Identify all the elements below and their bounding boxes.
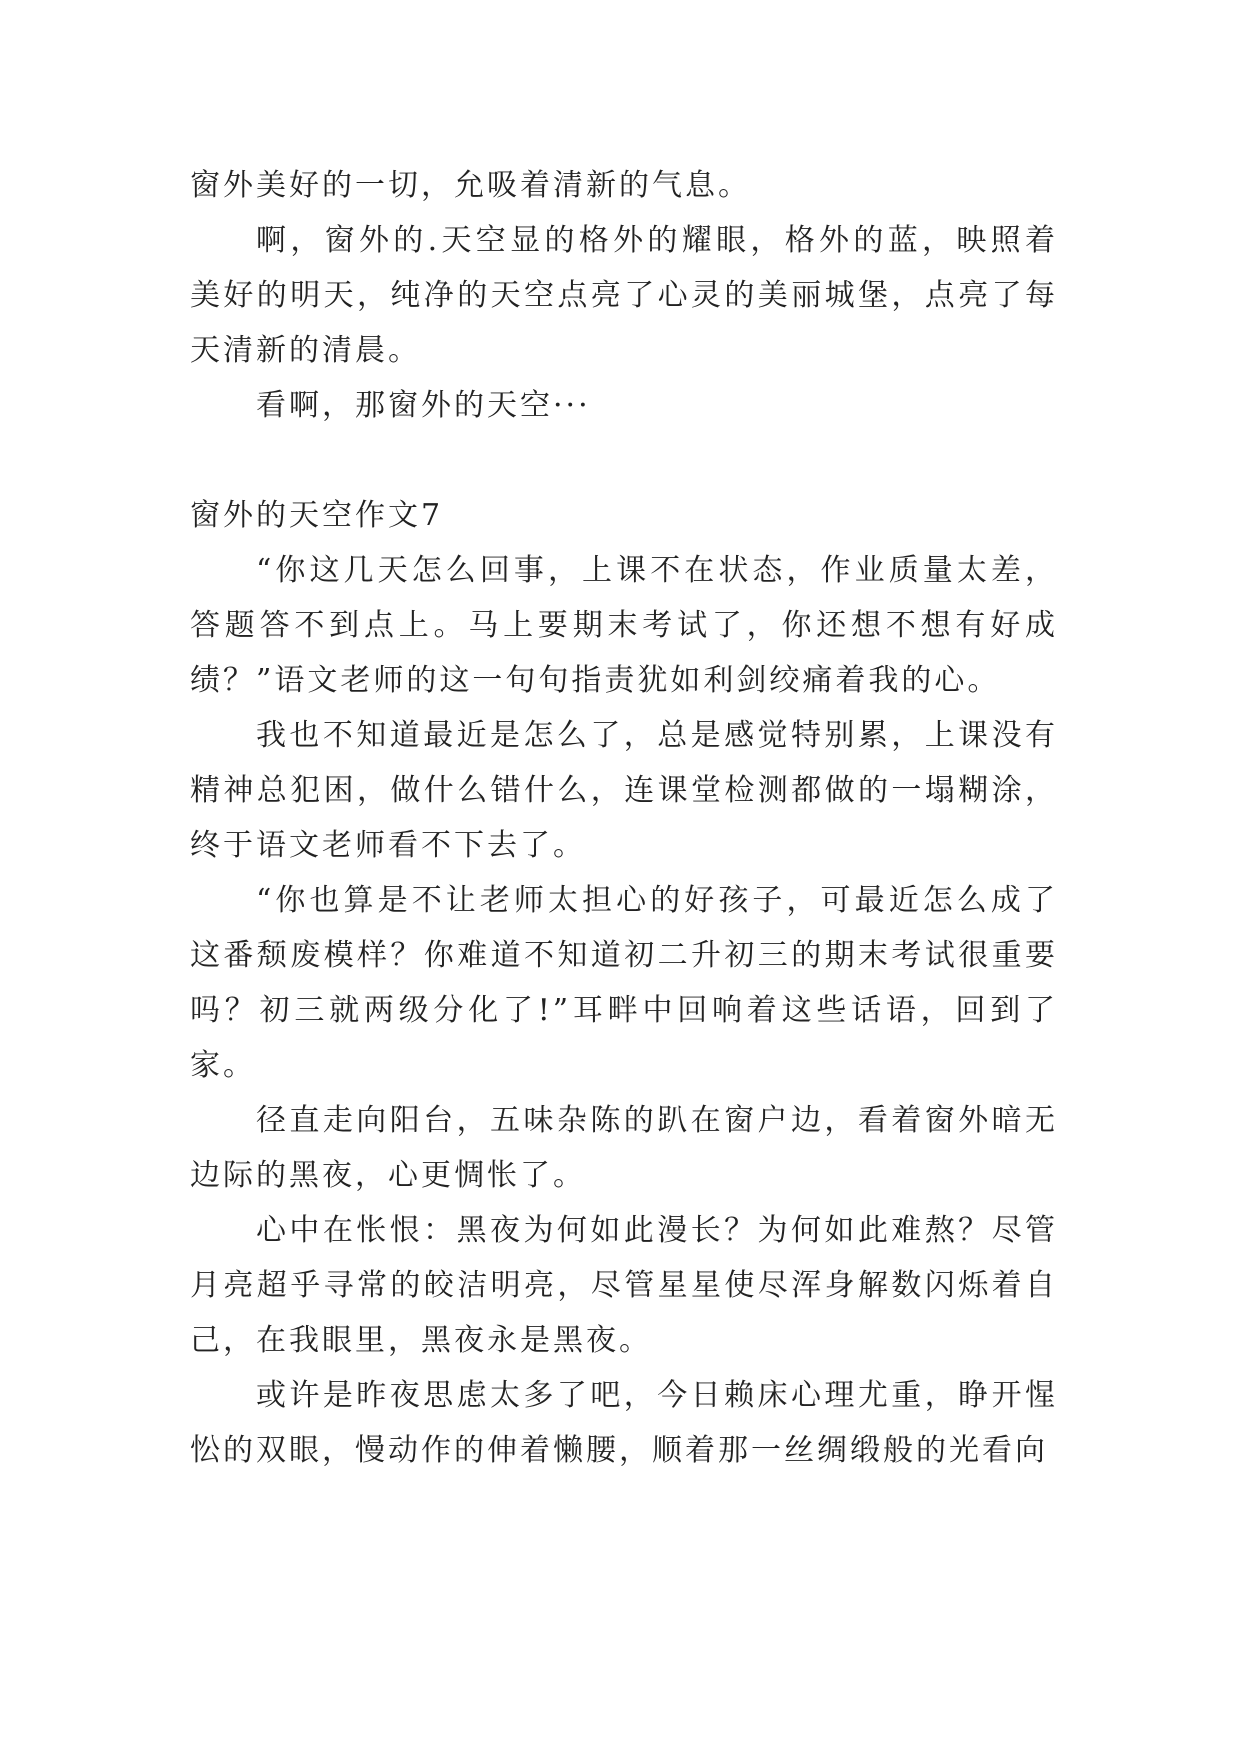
paragraph: 我也不知道最近是怎么了，总是感觉特别累，上课没有精神总犯困，做什么错什么，连课堂检测都做的一塌糊涂，终于语文老师看不下去了。 <box>190 718 1058 863</box>
paragraph: “你也算是不让老师太担心的好孩子，可最近怎么成了这番颓废模样？你难道不知道初二升初三的期末考试很重要吗？初三就两级分化了!”耳畔中回响着这些话语，回到了家。 <box>190 883 1058 1083</box>
section-gap <box>190 433 1058 488</box>
paragraph: 径直走向阳台，五味杂陈的趴在窗户边，看着窗外暗无边际的黑夜，心更惆怅了。 <box>190 1103 1058 1193</box>
paragraph: 看啊，那窗外的天空··· <box>256 388 591 423</box>
paragraph: 啊，窗外的.天空显的格外的耀眼，格外的蓝，映照着美好的明天，纯净的天空点亮了心灵的美丽城堡，点亮了每天清新的清晨。 <box>190 223 1058 368</box>
paragraph: “你这几天怎么回事，上课不在状态，作业质量太差，答题答不到点上。马上要期末考试了，你还想不想有好成绩？”语文老师的这一句句指责犹如利剑绞痛着我的心。 <box>190 553 1058 698</box>
document-body <box>190 158 1058 1478</box>
paragraph: 心中在怅恨：黑夜为何如此漫长？为何如此难熬？尽管月亮超乎寻常的皎洁明亮，尽管星星使尽浑身解数闪烁着自己，在我眼里，黑夜永是黑夜。 <box>190 1213 1058 1358</box>
section-title: 窗外的天空作文7 <box>190 498 444 533</box>
paragraph: 窗外美好的一切，允吸着清新的气息。 <box>190 168 751 203</box>
paragraph: 或许是昨夜思虑太多了吧，今日赖床心理尤重，睁开惺忪的双眼，慢动作的伸着懒腰，顺着那一丝绸缎般的光看向 <box>190 1378 1058 1468</box>
